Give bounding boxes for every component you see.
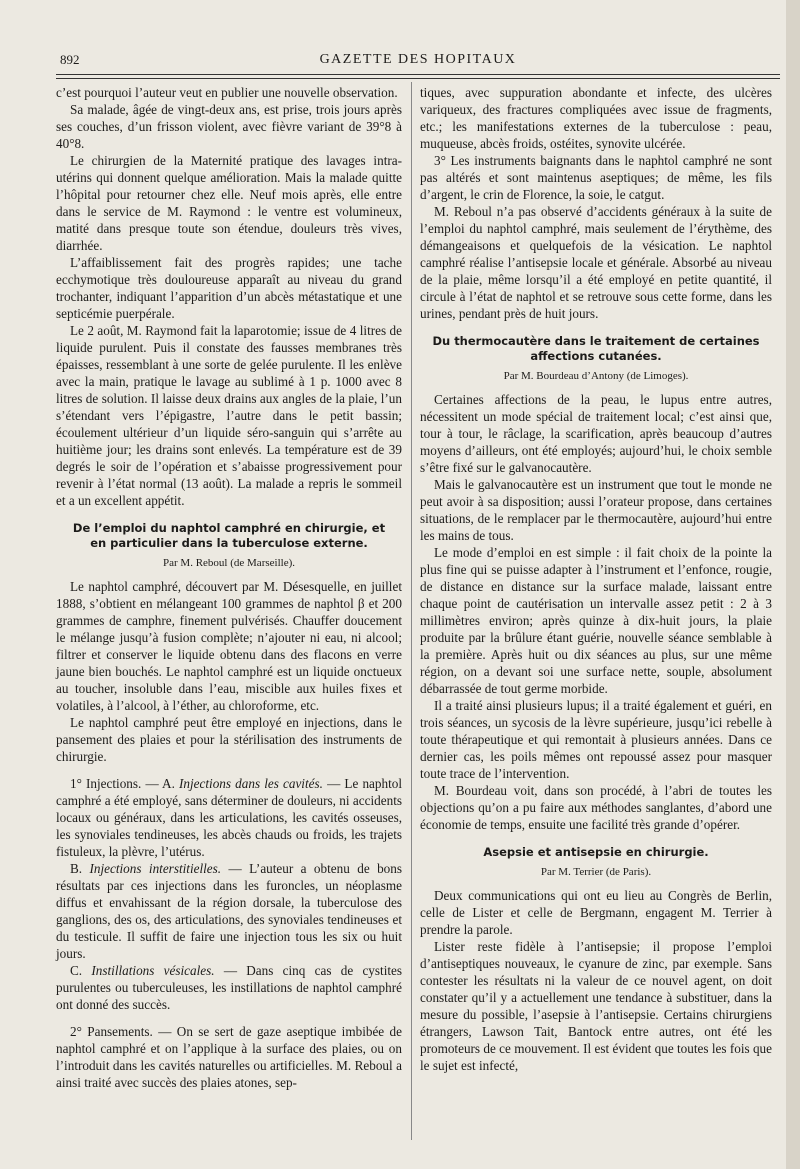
page-edge [786,0,800,1169]
paragraph: c’est pourquoi l’auteur veut en publier une nouvelle observation. [56,85,398,100]
section-title-thermocautere: Du thermocautère dans le traitement de certaines affections cutanées. [432,334,760,363]
page-header [56,46,780,72]
run: 1° Injections. — A. [70,776,180,791]
paragraph: Le naphtol camphré, découvert par M. Désesquelle, en juillet 1888, s’obtient en mélangeant 100 grammes de naphtol β et 200 grammes de camphre, finement pulvérisés. Chauffer doucement le mélange jusqu’à fusion complète; n’ajouter ni eau, ni alcool; filtrer et conserver le liquide obtenu dans des flacons en verre jaune bien bouchés. Le naphtol camphré est un liquide onctueux au toucher, insoluble dans l’eau, miscible aux huiles fixes et volatiles, à l’alcool, à l’éther, au chloroforme, etc. [56,579,402,713]
paragraph: Sa malade, âgée de vingt-deux ans, est prise, trois jours après ses couches, d’un frisson violent, avec fièvre variant de 39°8 à 40°8. [56,102,402,151]
run: — L’auteur a obtenu de bons résultats par ces injections dans les furoncles, un néoplasme diffus et envahissant de la région dorsale, la tuberculose des ganglions, des os, des articulations, des synoviales tendineuses et du testicule. Il suffit de faire une injection tous les six ou huit jours. [56,861,402,961]
page-number: 892 [60,52,80,67]
paragraph: Il a traité ainsi plusieurs lupus; il a traité également et guéri, en trois séances, un sycosis de la lèvre supérieure, jusqu’ici rebelle à toute thérapeutique et qui remontait à plusieurs années. Dans ce dernier cas, les poils mêmes ont repoussé assez pour masquer toute trace de l’intervention. [420,698,772,781]
header-rule-top [56,74,780,75]
paragraph: M. Reboul n’a pas observé d’accidents généraux à la suite de l’emploi du naphtol camphré, mais seulement de l’érythème, des démangeaisons et quelquefois de la vésication. Le naphtol camphré réalise l’antisepsie locale et générale. Absorbé au niveau de la plaie, même lorsqu’il a été employé en petite quantité, il circule à l’état de naphtol et se retrouve sous cette forme, dans les urines, pendant près de huit jours. [420,204,772,321]
paragraph: Le 2 août, M. Raymond fait la laparotomie; issue de 4 litres de liquide purulent. Puis il constate des fausses membranes très épaisses, ressemblant à une sorte de gelée purulente. Il les enlève avec la main, pratique le lavage au sublimé à 1 p. 1000 avec 8 litres de solution. Il laisse deux drains aux angles de la plaie, l’un s’étendant vers l’épigastre, l’autre dans le petit bassin; écoulement ultérieur d’un liquide séro-sanguin qui s’arrête au huitième jour; les drains sont enlevés. La température est de 39 degrés le soir de l’opération et s’abaisse progressivement pour revenir à l’état normal (13 août). La malade a repris le sommeil et a un excellent appétit. [56,323,402,508]
paragraph: L’affaiblissement fait des progrès rapides; une tache ecchymotique très douloureuse apparaît au niveau du grand trochanter, indiquant l’apparition d’un abcès métastatique et une septicémie puerpérale. [56,255,402,321]
run: 2° Pansements. [70,1024,153,1039]
run: — On se sert de gaze aseptique imbibée de naphtol camphré et on l’applique à la surface des plaies, ou on l’introduit dans les cavités naturelles ou artificielles. M. Reboul a ainsi traité avec succès des plaies atones, sep- [56,1024,402,1090]
paragraph: Certaines affections de la peau, le lupus entre autres, nécessitent un mode spécial de traitement local; c’est ainsi que, tour à tour, le râclage, la scarification, après beaucoup d’autres moyens d’ailleurs, ont été employés; aujourd’hui, le choix semble s’être fixé sur le galvanocautère. [420,392,772,475]
paragraph: tiques, avec suppuration abondante et infecte, des ulcères variqueux, des fractures compliquées avec issue de fragments, etc.; les manifestations externes de la tuberculose : peau, muqueuse, abcès froids, ostéites, synovite ulcérée. [420,85,772,151]
column-divider [411,82,412,1140]
run: — Dans cinq cas de cystites purulentes ou tuberculeuses, les instillations de naphtol camphré ont donné des succès. [56,963,403,1012]
paragraph-injections [56,775,402,860]
section-title-asepsie: Asepsie et antisepsie en chirurgie. [483,845,709,859]
paragraph: Le mode d’emploi en est simple : il fait choix de la pointe la plus fine qui se puisse adapter à l’instrument et l’enfonce, rougie, de distance en distance sur la surface malade, laissant entre chaque point de cautérisation un intervalle assez petit : 2 à 3 millimètres environ; après quinze à dix-huit jours, la plaie produite par la brûlure étant guérie, nouvelle séance semblable à la première. Après huit ou dix séances au plus, sur une même région, on a devant soi une surface nette, souple, absolument débarrassée de tout germe morbide. [420,545,772,696]
paragraph: Mais le galvanocautère est un instrument que tout le monde ne peut avoir à sa disposition; aussi l’orateur propose, dans certaines situations, de le remplacer par le thermocautère, aujourd’hui entre les mains de tous. [420,477,772,543]
section-byline-bourdeau: Par M. Bourdeau d’Antony (de Limoges). [503,370,689,382]
paragraph: Le naphtol camphré peut être employé en injections, dans le pansement des plaies et pour la stérilisation des instruments de chirurgie. [56,715,402,764]
section-byline-reboul: Par M. Reboul (de Marseille). [163,557,295,569]
run: C. [70,963,92,978]
run: B. [70,861,90,876]
journal-title: GAZETTE DES HOPITAUX [319,52,517,67]
paragraph: Lister reste fidèle à l’antisepsie; il propose l’emploi d’antiseptiques nouveaux, le cyanure de zinc, par exemple. Sans contester les résultats ni la valeur de ce nouvel agent, on doit constater qu’il y a actuellement une tendance à substituer, dans la mesure du possible, l’asepsie à l’antisepsie. Certains chirurgiens étrangers, Lawson Tait, Bantock entre autres, ont été les promoteurs de ce mouvement. Il est évident que toutes les fois que le sujet est infecté, [420,939,772,1073]
run-italic: Injections dans les cavités. [179,776,323,791]
paragraph-interstitial [56,860,402,962]
paragraph: Le chirurgien de la Maternité pratique des lavages intra-utérins qui donnent quelque amélioration. Mais la malade quitte l’hôpital pour retourner chez elle. Neuf mois après, elle entre dans le service de M. Raymond : le ventre est volumineux, matité dans presque toute son étendue, douleurs très vives, diarrhée. [56,153,402,253]
paragraph-instillations [56,962,402,1013]
paragraph: 3° Les instruments baignants dans le naphtol camphré ne sont pas altérés et sont maintenus aseptiques; de même, les fils d’argent, le crin de Florence, la soie, le catgut. [420,153,772,202]
paragraph-pansements [56,1023,402,1091]
section-byline-terrier: Par M. Terrier (de Paris). [540,866,652,878]
section-title-naphtol: De l’emploi du naphtol camphré en chirurgie, et en particulier dans la tuberculose externe. [72,521,386,550]
run: — Le naphtol camphré a été employé, sans déterminer de douleurs, ni accidents locaux ou généraux, dans les articulations, les cavités osseuses, les synoviales tendineuses, les abcès chauds ou froids, les trajets fistuleux, la plèvre, l’utérus. [56,776,402,859]
run-italic: Instillations vésicales. [91,963,215,978]
right-column [420,84,772,1074]
paragraph: M. Bourdeau voit, dans son procédé, à l’abri de toutes les objections qu’on a pu faire aux méthodes sanglantes, d’abord une économie de temps, ensuite une facilité très grande d’opérer. [420,783,772,832]
header-rule-bottom [56,78,780,79]
run-italic: Injections interstitielles. [89,861,222,876]
left-column [56,84,402,1091]
paragraph: Deux communications qui ont eu lieu au Congrès de Berlin, celle de Lister et celle de Bergmann, engagent M. Terrier à prendre la parole. [420,888,772,937]
